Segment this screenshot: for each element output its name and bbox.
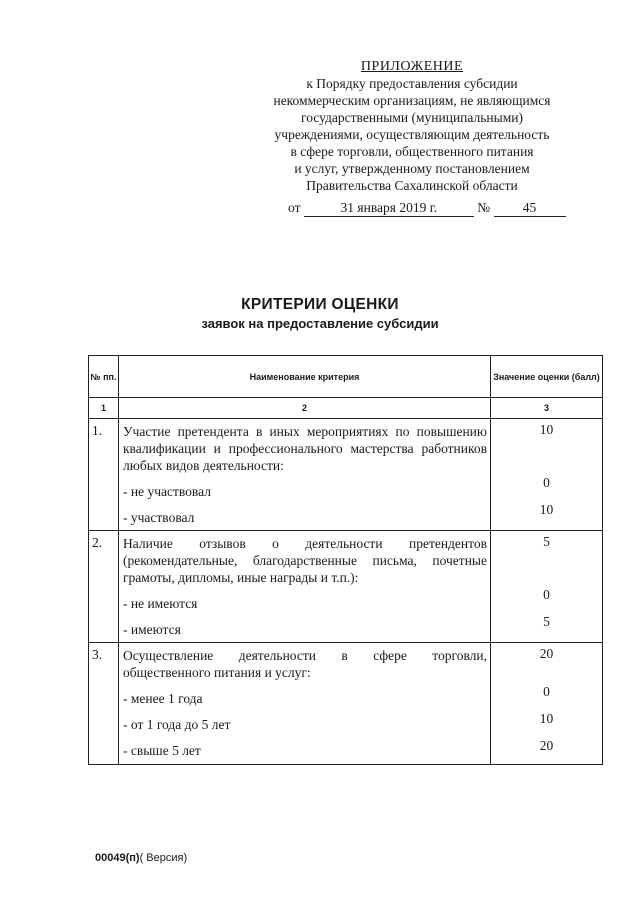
option-score: 10 [539, 502, 554, 517]
appendix-line: государственными (муниципальными) [301, 110, 523, 125]
appendix-line: некоммерческим организациям, не являющимся [273, 93, 551, 108]
column-number: 3 [491, 398, 603, 419]
appendix-line: и услуг, утвержденному постановлением [294, 161, 530, 176]
criterion-cell [119, 419, 491, 531]
header-score: Значение оценки (балл) [491, 356, 603, 398]
appendix-line: в сфере торговли, общественного питания [290, 144, 534, 159]
option-score: 5 [543, 614, 550, 629]
column-number-row [89, 398, 603, 419]
criterion-cell [119, 531, 491, 643]
option-score: 0 [543, 684, 550, 699]
criterion-text: Участие претендента в иных мероприятиях по повышению квалификации и профессионального мастерства работников любых видов деятельности: [123, 424, 487, 473]
table-row [89, 643, 603, 765]
appendix-line: Правительства Сахалинской области [306, 178, 518, 193]
option-label: - от 1 года до 5 лет [123, 717, 231, 732]
row-number: 2. [89, 531, 119, 643]
document-code: 00049(п) [95, 852, 140, 864]
date-prefix: от [288, 200, 301, 215]
criteria-table [88, 355, 603, 765]
decree-number: 45 [494, 200, 566, 217]
table-row [89, 419, 603, 531]
header-criterion: Наименование критерия [119, 356, 491, 398]
decree-date: 31 января 2019 г. [304, 200, 474, 217]
row-number: 3. [89, 643, 119, 765]
appendix-line: к Порядку предоставления субсидии [306, 76, 518, 91]
option-label: - не имеются [123, 596, 198, 611]
header-number: № пп. [89, 356, 119, 398]
option-label: - участвовал [123, 510, 195, 525]
score-cell [491, 419, 603, 531]
row-number: 1. [89, 419, 119, 531]
column-number: 1 [89, 398, 119, 419]
option-score: 10 [539, 711, 554, 726]
option-label: - не участвовал [123, 484, 211, 499]
document-footer [95, 852, 187, 864]
criterion-score: 20 [539, 646, 554, 661]
column-number: 2 [119, 398, 491, 419]
score-cell [491, 643, 603, 765]
table-row [89, 531, 603, 643]
title-line-2: заявок на предоставление субсидии [201, 316, 439, 331]
appendix-block [262, 58, 562, 194]
score-cell [491, 531, 603, 643]
title-line-1: КРИТЕРИИ ОЦЕНКИ [241, 296, 399, 313]
criterion-cell [119, 643, 491, 765]
document-title [0, 296, 640, 331]
option-score: 0 [543, 587, 550, 602]
criterion-score: 10 [539, 422, 554, 437]
criterion-text: Наличие отзывов о деятельности претендентов (рекомендательные, благодарственные письма, почетные грамоты, дипломы, иные награды и т.п.): [123, 536, 487, 585]
option-label: - имеются [123, 622, 181, 637]
option-score: 0 [543, 475, 550, 490]
appendix-line: учреждениями, осуществляющим деятельность [274, 127, 550, 142]
criterion-text: Осуществление деятельности в сфере торговли, общественного питания и услуг: [123, 648, 487, 680]
option-label: - менее 1 года [123, 691, 203, 706]
option-label: - свыше 5 лет [123, 743, 201, 758]
criterion-score: 5 [543, 534, 550, 549]
appendix-heading: ПРИЛОЖЕНИЕ [360, 59, 464, 74]
document-version: ( Версия) [139, 852, 188, 864]
table-header-row [89, 356, 603, 398]
number-prefix: № [477, 200, 491, 215]
decree-date-line [288, 200, 588, 217]
option-score: 20 [539, 738, 554, 753]
